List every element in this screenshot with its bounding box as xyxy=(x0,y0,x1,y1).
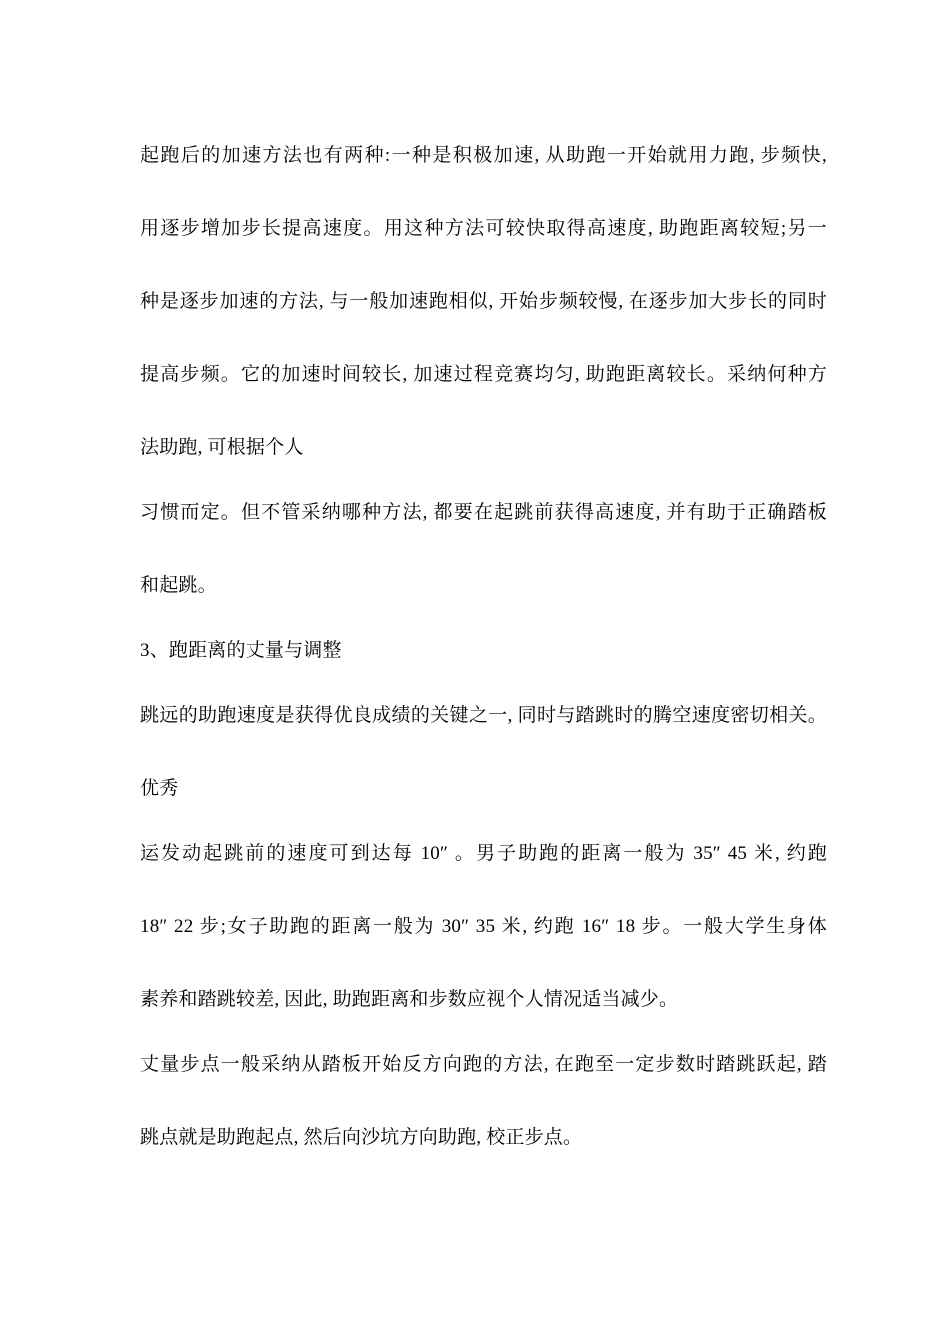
text-line: 起跑后的加速方法也有两种:一种是积极加速, 从助跑一开始就用力跑, 步频快, xyxy=(140,145,827,166)
section-heading: 3、跑距离的丈量与调整 xyxy=(140,640,342,661)
text-line: 跳远的助跑速度是获得优良成绩的关键之一, 同时与踏跳时的腾空速度密切相关。 xyxy=(140,705,827,726)
text-line: 用逐步增加步长提高速度。用这种方法可较快取得高速度, 助跑距离较短;另一 xyxy=(140,218,827,239)
text-line: 法助跑, 可根据个人 xyxy=(140,437,304,458)
text-line: 18″ 22 步;女子助跑的距离一般为 30″ 35 米, 约跑 16″ 18 步。一般大学生身体 xyxy=(140,916,827,937)
text-line: 习惯而定。但不管采纳哪种方法, 都要在起跳前获得高速度, 并有助于正确踏板 xyxy=(140,502,827,523)
text-line: 提高步频。它的加速时间较长, 加速过程竞赛均匀, 助跑距离较长。采纳何种方 xyxy=(140,364,827,385)
text-line: 丈量步点一般采纳从踏板开始反方向跑的方法, 在跑至一定步数时踏跳跃起, 踏 xyxy=(140,1054,827,1075)
text-line: 运发动起跳前的速度可到达每 10″ 。男子助跑的距离一般为 35″ 45 米, 约跑 xyxy=(140,843,827,864)
text-line: 和起跳。 xyxy=(140,575,217,596)
text-line: 优秀 xyxy=(140,778,179,799)
text-line: 素养和踏跳较差, 因此, 助跑距离和步数应视个人情况适当减少。 xyxy=(140,989,679,1010)
text-line: 种是逐步加速的方法, 与一般加速跑相似, 开始步频较慢, 在逐步加大步长的同时 xyxy=(140,291,827,312)
text-line: 跳点就是助跑起点, 然后向沙坑方向助跑, 校正步点。 xyxy=(140,1127,583,1148)
